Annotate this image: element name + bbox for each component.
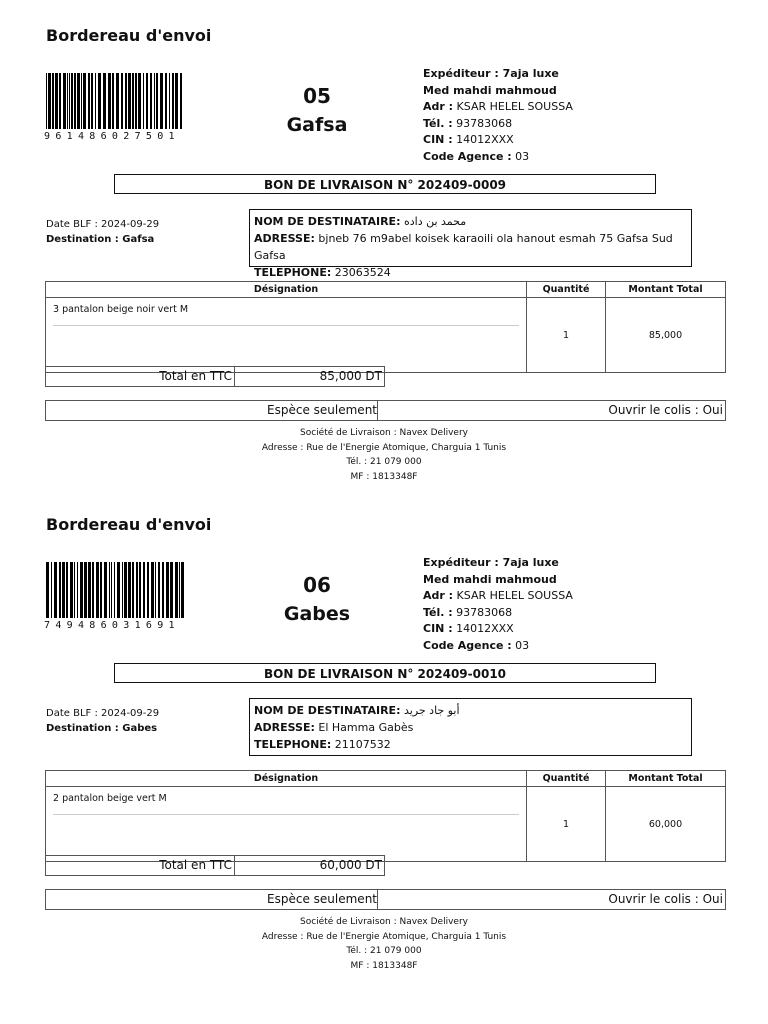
sender-cin: CIN : 14012XXX [423,133,514,146]
sender-agency-code: Code Agence : 03 [423,149,530,163]
col-quantite: Quantité [527,282,606,298]
agency-code-number: 05 [303,84,331,108]
total-value: 85,000 DT [319,369,382,383]
table-header-row [46,771,726,787]
col-montant: Montant Total [606,771,726,787]
date-blf: Date BLF : 2024-09-29 [46,708,160,719]
table-row [46,298,726,373]
footer-company: Société de Livraison : Navex Delivery [300,428,468,438]
recipient-address: ADRESSE: El Hamma Gabès [254,721,414,734]
table-row [46,787,726,862]
recipient-phone: TELEPHONE: 21107532 [254,738,391,751]
sender-info [423,66,573,165]
item-amount: 85,000 [606,298,726,373]
agency-city: Gafsa [286,114,348,136]
sender-address: Adr : KSAR HELEL SOUSSA [423,589,573,602]
open-parcel-note: Ouvrir le colis : Oui [608,892,723,906]
payment-note: Espèce seulement [46,890,378,909]
recipient-name: NOM DE DESTINATAIRE: أبو جاد جريد [254,704,460,717]
footer-phone: Tél. : 21 079 000 [346,457,422,467]
sender-phone: Tél. : 93783068 [423,605,513,619]
item-amount: 60,000 [606,787,726,862]
barcode-number: 749486031691 [44,620,180,631]
date-destination [46,706,159,736]
col-designation: Désignation [46,282,527,298]
item-quantity: 1 [527,787,606,862]
sender-name: Med mahdi mahmoud [423,572,557,586]
item-designation: 3 pantalon beige noir vert M [46,298,527,373]
sender-expediteur: Expéditeur : 7aja luxe [423,67,559,80]
delivery-note-number: BON DE LIVRAISON N° 202409-0010 [114,663,656,683]
payment-note: Espèce seulement [46,401,378,420]
delivery-note-number: BON DE LIVRAISON N° 202409-0009 [114,174,656,194]
barcode-icon [46,562,186,618]
footer-address: Adresse : Rue de l'Energie Atomique, Charguia 1 Tunis [261,442,507,453]
total-value: 60,000 DT [319,858,382,872]
col-montant: Montant Total [606,282,726,298]
total-label: Total en TTC [46,856,235,875]
total-box [45,366,385,387]
footer-mf: MF : 1813348F [350,960,418,971]
company-footer [0,915,768,973]
open-parcel-note: Ouvrir le colis : Oui [608,403,723,417]
sender-cin: CIN : 14012XXX [423,622,514,635]
shipping-slip [0,0,768,490]
date-destination [46,217,159,247]
sender-address: Adr : KSAR HELEL SOUSSA [423,100,573,113]
destination: Destination : Gabes [46,723,158,734]
company-footer [0,426,768,484]
table-header-row [46,282,726,298]
item-designation: 2 pantalon beige vert M [46,787,527,862]
footer-phone: Tél. : 21 079 000 [346,946,422,956]
sender-phone: Tél. : 93783068 [423,116,513,130]
shipping-slip [0,489,768,979]
sender-expediteur: Expéditeur : 7aja luxe [423,556,559,569]
col-designation: Désignation [46,771,527,787]
payment-box [45,400,726,421]
date-blf: Date BLF : 2024-09-29 [46,219,160,230]
footer-address: Adresse : Rue de l'Energie Atomique, Charguia 1 Tunis [261,931,507,942]
agency-city: Gabes [283,603,351,625]
recipient-phone: TELEPHONE: 23063524 [254,266,391,279]
recipient-box [249,209,692,279]
footer-mf: MF : 1813348F [350,471,418,482]
sender-info [423,555,573,654]
recipient-box [249,698,692,756]
item-quantity: 1 [527,298,606,373]
destination: Destination : Gafsa [46,234,155,245]
barcode-number: 961486027501 [44,131,180,142]
slip-title: Bordereau d'envoi [46,515,212,534]
items-table [45,281,726,373]
recipient-address: ADRESSE: bjneb 76 m9abel koisek karaoili ola hanout esmah 75 Gafsa Sud Gafsa [254,232,673,262]
footer-company: Société de Livraison : Navex Delivery [300,917,468,927]
slip-title: Bordereau d'envoi [46,26,212,45]
sender-agency-code: Code Agence : 03 [423,638,530,652]
recipient-name: NOM DE DESTINATAIRE: محمد بن داده [254,215,467,228]
col-quantite: Quantité [527,771,606,787]
sender-name: Med mahdi mahmoud [423,83,557,97]
barcode-icon [46,73,186,129]
total-label: Total en TTC [46,367,235,386]
total-box [45,855,385,876]
items-table [45,770,726,862]
payment-box [45,889,726,910]
agency-code-number: 06 [303,573,331,597]
